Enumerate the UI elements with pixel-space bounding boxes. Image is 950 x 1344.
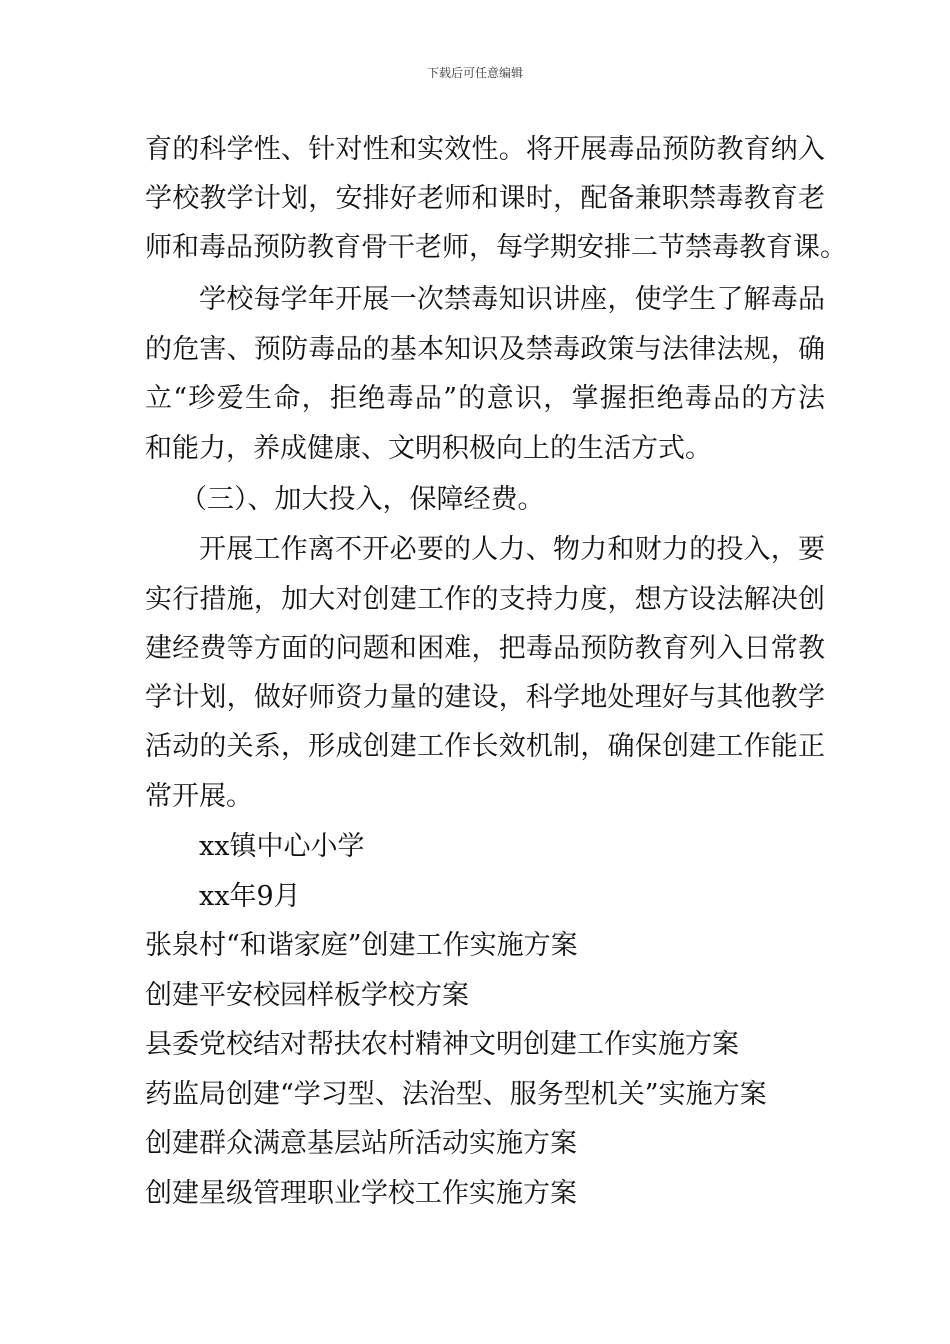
section-heading: （三）、加大投入，保障经费。 bbox=[180, 484, 545, 515]
paragraph-3-line-6: 常开展。 bbox=[145, 781, 253, 812]
signature-date: xx年9月 bbox=[199, 881, 301, 912]
paragraph-2-line-4: 和能力，养成健康、文明积极向上的生活方式。 bbox=[145, 433, 712, 464]
paragraph-3-line-4: 学计划，做好师资力量的建设，科学地处理好与其他教学 bbox=[145, 682, 825, 713]
paragraph-3-line-1: 开展工作离不开必要的人力、物力和财力的投入，要 bbox=[199, 534, 825, 565]
related-title-6[interactable]: 创建星级管理职业学校工作实施方案 bbox=[145, 1178, 577, 1209]
paragraph-2-line-3: 立“珍爱生命，拒绝毒品”的意识，掌握拒绝毒品的方法 bbox=[145, 383, 825, 414]
paragraph-3-line-2: 实行措施，加大对创建工作的支持力度，想方设法解决创 bbox=[145, 584, 825, 615]
signature-organization: xx镇中心小学 bbox=[199, 831, 365, 862]
paragraph-1-line-2: 学校教学计划，安排好老师和课时，配备兼职禁毒教育老 bbox=[145, 183, 825, 214]
related-title-4[interactable]: 药监局创建“学习型、法治型、服务型机关”实施方案 bbox=[145, 1079, 767, 1110]
related-title-5[interactable]: 创建群众满意基层站所活动实施方案 bbox=[145, 1128, 577, 1159]
paragraph-3-line-3: 建经费等方面的问题和困难，把毒品预防教育列入日常教 bbox=[145, 633, 825, 664]
related-title-3[interactable]: 县委党校结对帮扶农村精神文明创建工作实施方案 bbox=[145, 1029, 739, 1060]
paragraph-1-line-3: 师和毒品预防教育骨干老师，每学期安排二节禁毒教育课。 bbox=[145, 232, 847, 263]
paragraph-3-line-5: 活动的关系，形成创建工作长效机制，确保创建工作能正 bbox=[145, 731, 825, 762]
related-title-2[interactable]: 创建平安校园样板学校方案 bbox=[145, 980, 469, 1011]
related-title-1[interactable]: 张泉村“和谐家庭”创建工作实施方案 bbox=[145, 930, 578, 961]
paragraph-2-line-2: 的危害、预防毒品的基本知识及禁毒政策与法律法规，确 bbox=[145, 334, 825, 365]
paragraph-2-line-1: 学校每学年开展一次禁毒知识讲座，使学生了解毒品 bbox=[199, 284, 825, 315]
paragraph-1-line-1: 育的科学性、针对性和实效性。将开展毒品预防教育纳入 bbox=[145, 134, 825, 165]
header-note: 下载后可任意编辑 bbox=[426, 66, 523, 80]
